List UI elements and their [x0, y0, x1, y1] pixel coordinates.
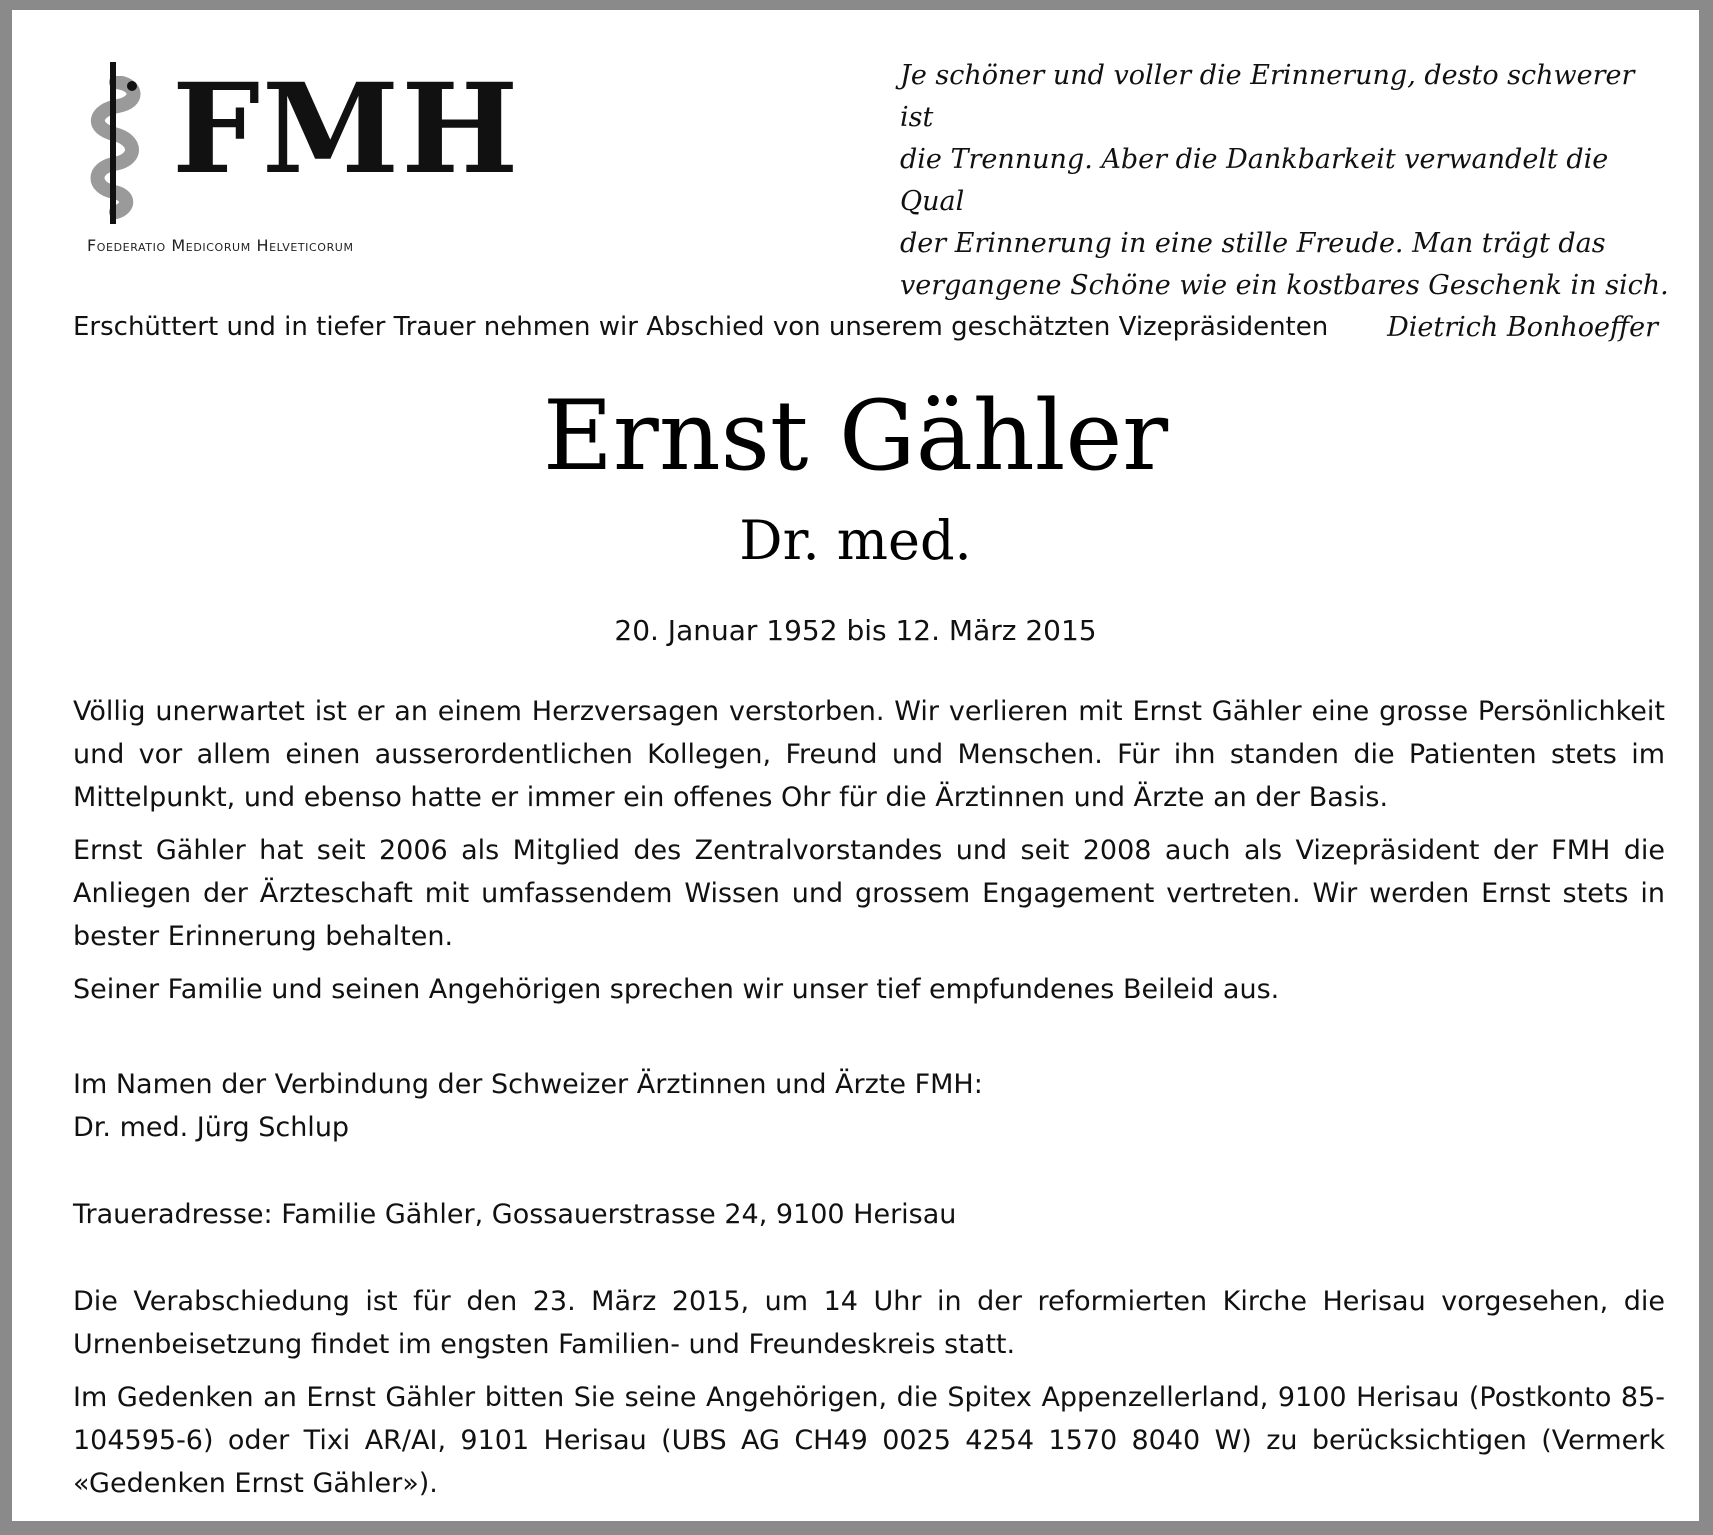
closing-paragraphs: [73, 1280, 1665, 1505]
quote-line: Je schöner und voller die Erinnerung, desto schwerer ist: [900, 60, 1635, 133]
paragraph: Völlig unerwartet ist er an einem Herzversagen verstorben. Wir verlieren mit Ernst Gähler eine grosse Persönlichkeit und vor allem einen ausserordentlichen Kollegen, Freund und Menschen. Für ihn standen die Patienten stets im Mittelpunkt, und ebenso hatte er immer ein offenes Ohr für die Ärztinnen und Ärzte an der Basis.: [73, 696, 1665, 813]
intro-text: Erschüttert und in tiefer Trauer nehmen wir Abschied von unserem geschätzten Vizepräsidenten: [73, 312, 1329, 342]
logo-tagline: Foederatio Medicorum Helveticorum: [87, 236, 354, 255]
paragraph: Ernst Gähler hat seit 2006 als Mitglied des Zentralvorstandes und seit 2008 auch als Vizepräsident der FMH die Anliegen der Ärzteschaft mit umfassendem Wissen und grossem Engagement vertreten. Wir werden Ernst stets in bester Erinnerung behalten.: [73, 835, 1665, 952]
signatory-name: Dr. med. Jürg Schlup: [73, 1112, 350, 1143]
logo-text: FMH: [172, 57, 521, 202]
mourning-address: [73, 1193, 1665, 1236]
quote-author: Dietrich Bonhoeffer: [1387, 312, 1658, 343]
epigraph-quote: [900, 55, 1670, 349]
life-dates: 20. Januar 1952 bis 12. März 2015: [614, 614, 1097, 647]
paragraph: Im Gedenken an Ernst Gähler bitten Sie seine Angehörigen, die Spitex Appenzellerland, 9100 Herisau (Postkonto 85-104595-6) oder Tixi AR/AI, 9101 Herisau (UBS AG CH49 0025 4254 1570 8040 W) zu berücksichtigen (Vermerk «Gedenken Ernst Gähler»).: [73, 1382, 1665, 1499]
paragraph: Seiner Familie und seinen Angehörigen sprechen wir unser tief empfundenes Beileid aus.: [73, 974, 1280, 1005]
quote-line: der Erinnerung in eine stille Freude. Man trägt das: [900, 228, 1606, 259]
quote-line: vergangene Schöne wie ein kostbares Geschenk in sich.: [900, 270, 1669, 301]
fmh-logo: [80, 57, 521, 262]
deceased-title: Dr. med.: [739, 509, 972, 572]
deceased-name: Ernst Gähler: [542, 380, 1169, 492]
main-paragraphs: [73, 690, 1665, 1011]
signature-block: [73, 1063, 1665, 1149]
quote-line: die Trennung. Aber die Dankbarkeit verwandelt die Qual: [900, 144, 1609, 217]
paragraph: Die Verabschiedung ist für den 23. März 2015, um 14 Uhr in der reformierten Kirche Herisau vorgesehen, die Urnenbeisetzung findet im engsten Familien- und Freundeskreis statt.: [73, 1286, 1665, 1360]
address-line: Traueradresse: Familie Gähler, Gossauerstrasse 24, 9100 Herisau: [73, 1199, 957, 1230]
staff-icon: [110, 62, 116, 224]
signature-line: Im Namen der Verbindung der Schweizer Ärztinnen und Ärzte FMH:: [73, 1069, 983, 1100]
